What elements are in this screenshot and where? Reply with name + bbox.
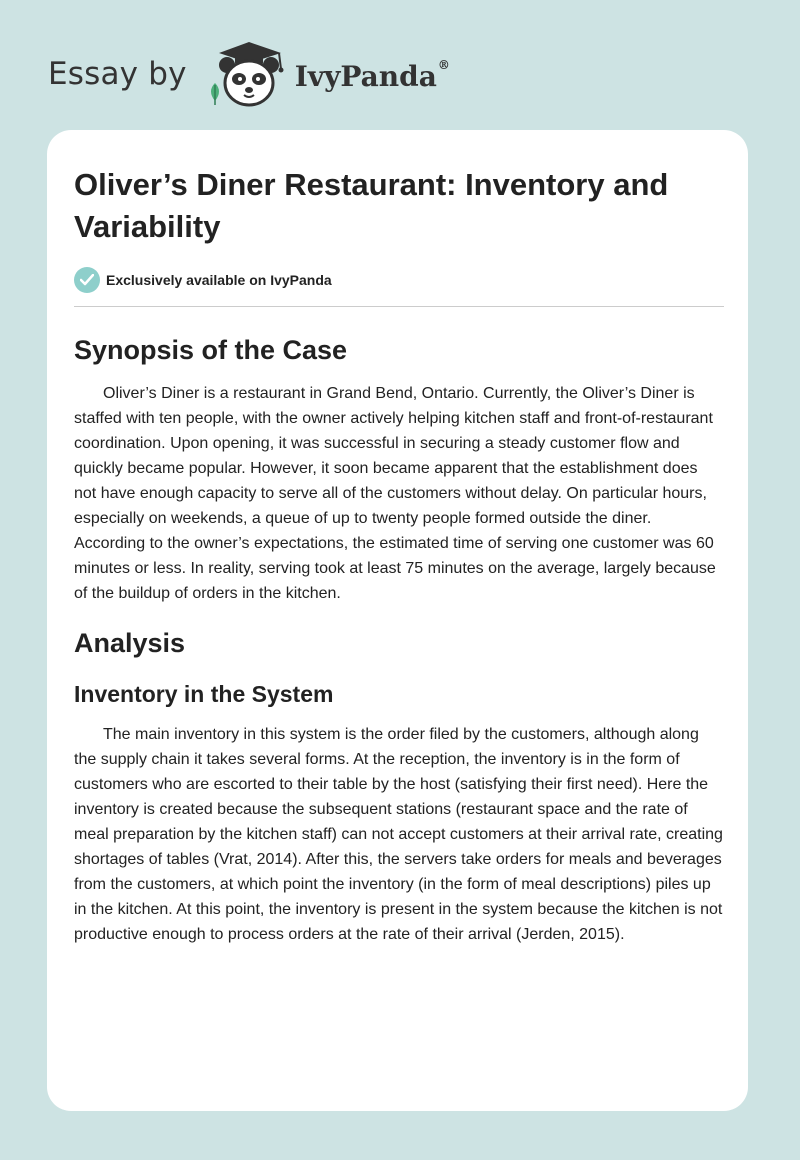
panda-graduate-icon[interactable]	[203, 39, 291, 109]
page-title: Oliver’s Diner Restaurant: Inventory and Variability	[74, 167, 669, 244]
exclusive-label: Exclusively available on IvyPanda	[106, 272, 332, 288]
essay-by-label: Essay by	[48, 56, 187, 92]
brand-name[interactable]	[295, 60, 450, 93]
check-circle-icon	[74, 267, 100, 293]
analysis-heading: Analysis	[74, 628, 186, 658]
divider	[74, 306, 724, 307]
exclusive-badge	[74, 266, 724, 294]
article-content	[74, 164, 724, 947]
synopsis-heading: Synopsis of the Case	[74, 335, 348, 365]
site-header	[48, 38, 450, 110]
inventory-heading: Inventory in the System	[74, 681, 334, 707]
registered-mark: ®	[437, 58, 450, 73]
inventory-paragraph: The main inventory in this system is the order filed by the customers, although along the supply chain it takes several forms. At the reception, the inventory is in the form of customers who are escorted to their table by the host (satisfying their first need). Here the inventory is created because the subsequent stations (restaurant space and the rate of meal preparation by the kitchen staff) can not accept customers at their arrival rate, creating shortages of tables (Vrat, 2014). After this, the servers take orders for meals and beverages from the customers, at which point the inventory (in the form of meal descriptions) piles up in the kitchen. At this point, the inventory is present in the system because the kitchen is not productive enough to process orders at the rate of their arrival (Jerden, 2015).	[74, 726, 723, 943]
article-card	[47, 130, 748, 1111]
synopsis-paragraph: Oliver’s Diner is a restaurant in Grand Bend, Ontario. Currently, the Oliver’s Diner is staffed with ten people, with the owner actively helping kitchen staff and front-of-restaurant coordination. Upon opening, it was successful in securing a steady customer flow and quickly became popular. However, it soon became apparent that the establishment does not have enough capacity to serve all of the customers without delay. On particular hours, especially on weekends, a queue of up to twenty people formed outside the diner. According to the owner’s expectations, the estimated time of serving one customer was 60 minutes or less. In reality, serving took at least 75 minutes on the average, largely because of the buildup of orders in the kitchen.	[74, 385, 716, 602]
brand-text: IvyPanda	[294, 59, 437, 93]
